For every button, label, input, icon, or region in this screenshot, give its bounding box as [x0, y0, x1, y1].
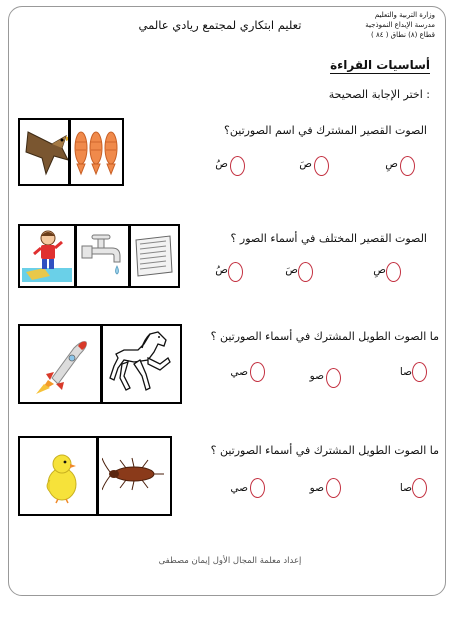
q3-option-2-label: صو	[309, 370, 324, 382]
q4-image-card	[18, 436, 172, 516]
q1-image-card	[18, 118, 124, 186]
image-divider	[100, 326, 103, 402]
q1-option-2-label: صَ	[299, 158, 312, 170]
q2-option-3-label: صُ	[215, 264, 228, 276]
sector-line: قطاع (٨) نطاق ( ٨٤ )	[370, 31, 435, 39]
q4-text: ما الصوت الطويل المشترك في أسماء الصورتين ؟	[210, 444, 439, 457]
q2-option-2-radio[interactable]	[298, 262, 313, 282]
horse-icon	[104, 328, 176, 400]
q1-option-3-label: صُ	[215, 158, 228, 170]
q3-image-card	[18, 324, 182, 404]
q2-option-1-radio[interactable]	[386, 262, 401, 282]
q1-option-3-radio[interactable]	[230, 156, 245, 176]
image-divider	[128, 226, 131, 286]
q1-option-1-label: صِ	[385, 158, 398, 170]
eagle-icon	[22, 122, 72, 180]
q2-text: الصوت القصير المختلف في أسماء الصور ؟	[230, 232, 427, 245]
q3-option-3-label: صي	[230, 366, 248, 378]
q4-option-1-radio[interactable]	[412, 478, 427, 498]
q2-image-card	[18, 224, 180, 288]
tap-icon	[80, 232, 126, 280]
footer-credit: إعداد معلمة المجال الأول إيمان مصطفى	[158, 556, 302, 566]
ministry-line: وزارة التربية والتعليم	[374, 11, 435, 19]
q4-option-2-radio[interactable]	[326, 478, 341, 498]
q1-text: الصوت القصير المشترك في اسم الصورتين؟	[224, 124, 427, 137]
section-title	[330, 58, 430, 72]
q3-option-1-label: صا	[399, 366, 412, 378]
q4-option-3-radio[interactable]	[250, 478, 265, 498]
section-title-text: أساسيات القراءة	[330, 58, 430, 72]
image-divider	[96, 438, 99, 514]
q4-option-2-label: صو	[309, 482, 324, 494]
newspaper-icon	[132, 234, 174, 278]
boy-icon	[22, 228, 72, 282]
q4-option-1-label: صا	[399, 482, 412, 494]
chick-icon	[42, 448, 82, 504]
instruction: اختر الإجابة الصحيحة :	[328, 88, 430, 101]
q2-option-3-radio[interactable]	[228, 262, 243, 282]
q3-option-2-radio[interactable]	[326, 368, 341, 388]
q4-option-3-label: صي	[230, 482, 248, 494]
image-divider	[74, 226, 77, 286]
q1-option-2-radio[interactable]	[314, 156, 329, 176]
q3-text: ما الصوت الطويل المشترك في أسماء الصورتين ؟	[210, 330, 439, 343]
ministry-header	[340, 10, 435, 40]
q3-option-1-radio[interactable]	[412, 362, 427, 382]
rocket-icon	[34, 334, 94, 396]
page-title: تعليم ابتكاري لمجتمع ريادي عالمي	[138, 18, 302, 32]
q3-option-3-radio[interactable]	[250, 362, 265, 382]
cockroach-icon	[102, 454, 166, 494]
shrimp-icon	[73, 126, 119, 178]
q2-option-1-label: صِ	[373, 264, 386, 276]
q2-option-2-label: صَ	[285, 264, 298, 276]
school-line: مدرسة الإبداع النموذجية	[365, 21, 435, 29]
image-divider	[68, 120, 71, 184]
q1-option-1-radio[interactable]	[400, 156, 415, 176]
